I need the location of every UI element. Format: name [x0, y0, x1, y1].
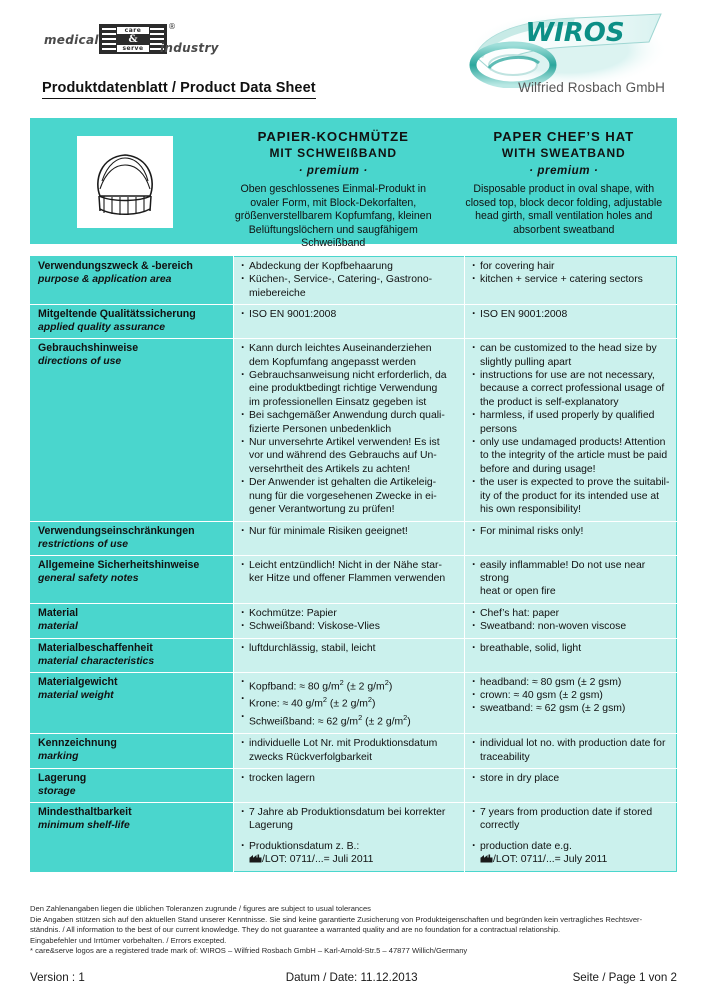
- spec-label-en: material: [38, 620, 78, 632]
- specification-table: [30, 256, 677, 872]
- page-title: Produktdatenblatt / Product Data Sheet: [42, 80, 316, 99]
- spec-label-cell: [31, 603, 234, 638]
- page-number: Seite / Page 1 von 2: [572, 971, 677, 984]
- badge-care-text: care: [117, 27, 149, 34]
- footer-note-line: ständnis. / All information to the best of our current knowledge. They do not guarantee a warranted quality and are no foundation for a contractual relationship.: [30, 925, 561, 935]
- spec-label-cell: [31, 638, 234, 672]
- spec-value-cell-de: [234, 768, 465, 802]
- table-row: [31, 672, 677, 734]
- bullet-line: · luftdurchlässig, stabil, leicht: [240, 642, 458, 655]
- spec-value-cell-en: [465, 638, 677, 672]
- spec-value-cell-en: [465, 305, 677, 339]
- table-row: [31, 802, 677, 871]
- bullet-line: · Gebrauchsanweisung nicht erforderlich, da: [240, 369, 458, 382]
- spec-bullets-en: [471, 772, 670, 785]
- spec-bullets-en: [471, 260, 670, 287]
- spec-bullets-de: [240, 559, 458, 586]
- bullet-line: · Sweatband: non-woven viscose: [471, 620, 670, 633]
- bullet-line: · 7 years from production date if stored: [471, 806, 670, 819]
- spec-bullets-de: [240, 308, 458, 321]
- document-version: Version : 1: [30, 971, 85, 984]
- bullet-line: heat or open fire: [480, 586, 556, 598]
- bullet-line: · Schweißband: ≈ 62 $g/m^2$ (± 2 $g/m^2$): [240, 711, 458, 729]
- spec-bullets-de: [240, 342, 458, 516]
- bullet-line: Lagerung: [249, 820, 293, 832]
- bullet-line: · Leicht entzündlich! Nicht in der Nähe star-: [240, 559, 458, 572]
- spec-bullets-en: [471, 525, 670, 538]
- spec-label-cell: [31, 339, 234, 521]
- spec-label-en: general safety notes: [38, 572, 139, 584]
- spec-label-de: Verwendungszweck & -bereich: [38, 260, 193, 272]
- spec-bullets-en: [471, 642, 670, 655]
- care-serve-badge: [99, 24, 167, 54]
- spec-label-cell: [31, 734, 234, 769]
- bullet-line: before and during usage!: [480, 463, 596, 475]
- spec-label-en: material characteristics: [38, 655, 155, 667]
- banner-subtitle-en: WITH SWEATBAND: [501, 146, 626, 160]
- spec-value-cell-de: [234, 339, 465, 521]
- spec-bullets-en: [471, 607, 670, 634]
- spec-value-cell-de: [234, 305, 465, 339]
- bullet-line: to the integrity of the article must be paid: [480, 450, 668, 462]
- banner-description-en: Disposable product in oval shape, with closed top, block decor folding, adjustable head girth, small ventilation holes and absorbent sweatband: [465, 183, 663, 236]
- bullet-line: · Nur unversehrte Artikel verwenden! Es ist: [240, 436, 458, 449]
- bullet-line: · instructions for use are not necessary,: [471, 369, 670, 382]
- bullet-line: · Kopfband: ≈ 80 $g/m^2$ (± 2 $g/m^2$): [240, 676, 458, 694]
- spec-bullets-en: [471, 342, 670, 516]
- spec-value-cell-de: [234, 603, 465, 638]
- spec-label-en: storage: [38, 785, 76, 797]
- banner-premium-de: · premium ·: [298, 165, 368, 177]
- table-row: [31, 638, 677, 672]
- bullet-line: dem Kopfumfang angepasst werden: [249, 356, 416, 368]
- bullet-line: · individuelle Lot Nr. mit Produktionsdatum: [240, 737, 458, 750]
- spec-bullets-de: [240, 260, 458, 300]
- table-row: [31, 305, 677, 339]
- spec-label-de: Lagerung: [38, 771, 87, 784]
- bullet-line: eine produktbedingt richtige Verwendung: [249, 383, 438, 395]
- spec-bullets-de: [240, 772, 458, 785]
- bullet-line: · Nur für minimale Risiken geeignet!: [240, 525, 458, 538]
- badge-serve-text: serve: [117, 45, 149, 52]
- spec-label-de: Material: [38, 606, 79, 619]
- footer-note-line: Eingabefehler und Irrtümer vorbehalten. / Errors excepted.: [30, 935, 227, 945]
- footer-disclaimer: [30, 904, 677, 957]
- company-name: Wilfried Rosbach GmbH: [518, 80, 665, 95]
- spec-value-cell-en: [465, 603, 677, 638]
- spec-value-cell-de: [234, 257, 465, 305]
- spec-value-cell-de: [234, 672, 465, 734]
- spec-label-de: Mitgeltende Qualitätssicherung: [38, 308, 196, 321]
- spec-value-cell-en: [465, 734, 677, 769]
- bullet-line: versehrtheit des Artikels zu achten!: [249, 463, 411, 475]
- bullet-line: miebereiche: [249, 287, 306, 299]
- wiros-wordmark: WIROS: [525, 18, 625, 48]
- bullet-line: · Kochmütze: Papier: [240, 607, 458, 620]
- spec-bullets-en: [471, 308, 670, 321]
- spec-label-en: minimum shelf-life: [38, 819, 130, 831]
- spec-label-de: Mindesthaltbarkeit: [38, 805, 132, 818]
- chef-hat-line-drawing: [77, 136, 173, 228]
- bullet-line: · harmless, if used properly by qualified: [471, 409, 670, 422]
- bullet-line: traceability: [480, 751, 530, 763]
- bullet-line: im professionellen Einsatz gegeben ist: [249, 396, 427, 408]
- spec-label-en: purpose & application area: [38, 274, 172, 285]
- banner-english: [451, 126, 678, 234]
- care-and-serve-logo: [44, 22, 234, 56]
- spec-label-cell: [31, 672, 234, 734]
- spec-label-en: restrictions of use: [38, 538, 129, 550]
- spec-value-cell-en: [465, 257, 677, 305]
- product-image-cell: [30, 126, 220, 234]
- bullet-line: ker Hitze und offener Flammen verwenden: [249, 572, 446, 584]
- footer-meta-bar: [30, 971, 677, 984]
- logo-word-industry: industry: [160, 41, 219, 55]
- bullet-line: persons: [480, 423, 517, 435]
- bullet-line: · Abdeckung der Kopfbehaarung: [240, 260, 458, 273]
- spec-label-cell: [31, 305, 234, 339]
- bullet-line: · Krone: ≈ 40 $g/m^2$ (± 2 $g/m^2$): [240, 693, 458, 711]
- spec-value-cell-en: [465, 802, 677, 871]
- bullet-line: because a correct professional usage of: [480, 383, 665, 395]
- table-row: [31, 768, 677, 802]
- bullet-line: · individual lot no. with production date for: [471, 737, 670, 750]
- banner-premium-en: · premium ·: [529, 165, 599, 177]
- spec-label-cell: [31, 521, 234, 555]
- badge-ampersand: &: [128, 34, 138, 45]
- bullet-line: · Produktionsdatum z. B.:: [240, 840, 458, 853]
- bullet-line: · sweatband: ≈ 62 gsm (± 2 gsm): [471, 702, 670, 715]
- specification-table-body: [31, 257, 677, 872]
- bullet-line: slightly pulling apart: [480, 356, 572, 368]
- banner-title-en: PAPER CHEF’S HAT: [493, 129, 635, 144]
- spec-value-cell-de: [234, 734, 465, 769]
- spec-value-cell-de: [234, 802, 465, 871]
- bullet-line: · the user is expected to prove the suitabil-: [471, 476, 670, 489]
- spec-value-cell-en: [465, 339, 677, 521]
- spec-label-de: Allgemeine Sicherheitshinweise: [38, 558, 200, 571]
- spec-value-cell-de: [234, 521, 465, 555]
- spec-bullets-en: [471, 806, 670, 833]
- bullet-line: · can be customized to the head size by: [471, 342, 670, 355]
- spec-value-cell-en: [465, 521, 677, 555]
- product-banner: [30, 118, 677, 250]
- banner-title-de: PAPIER-KOCHMÜTZE: [257, 129, 409, 144]
- bullet-line: · crown: ≈ 40 gsm (± 2 gsm): [471, 689, 670, 702]
- spec-bullets-en: [471, 737, 670, 764]
- spec-label-de: Verwendungseinschränkungen: [38, 524, 195, 537]
- bullet-line: · trocken lagern: [240, 772, 458, 785]
- bullet-line: correctly: [480, 820, 520, 832]
- bullet-line: · for covering hair: [471, 260, 670, 273]
- spec-bullets-de-extra: [240, 840, 458, 867]
- spec-label-de: Materialbeschaffenheit: [38, 641, 153, 654]
- spec-label-de: Gebrauchshinweise: [38, 342, 139, 355]
- spec-label-en: applied quality assurance: [38, 322, 166, 334]
- spec-label-en: marking: [38, 751, 79, 763]
- bullet-line: fizierte Personen unbedenklich: [249, 423, 392, 435]
- bullet-line: the product is self-explanatory: [480, 396, 619, 408]
- bullet-line: · production date e.g.: [471, 840, 670, 853]
- footer-note-line: Die Angaben stützen sich auf den aktuellen Stand unserer Kenntnisse. Sie sind keine garantierte Zusicherung von Produkteigenschaften und begründen kein vertragliches Rechtsver-: [30, 914, 643, 924]
- spec-bullets-de: [240, 642, 458, 655]
- table-row: [31, 603, 677, 638]
- spec-bullets-de: [240, 607, 458, 634]
- footer-note-line: Den Zahlenangaben liegen die üblichen Toleranzen zugrunde / figures are subject to usual tolerances: [30, 904, 371, 914]
- bullet-line: · Küchen-, Service-, Catering-, Gastrono-: [240, 273, 458, 286]
- spec-bullets-en: [471, 676, 670, 716]
- bullet-line: · Chef’s hat: paper: [471, 607, 670, 620]
- spec-value-cell-en: [465, 555, 677, 603]
- manufacturing-date-icon: [249, 854, 262, 863]
- spec-value-cell-en: [465, 672, 677, 734]
- bullet-line: zwecks Rückverfolgbarkeit: [249, 751, 372, 763]
- spec-label-de: Materialgewicht: [38, 675, 118, 688]
- table-row: [31, 339, 677, 521]
- spec-label-cell: [31, 768, 234, 802]
- bullet-line: his own responsibility!: [480, 504, 582, 516]
- spec-bullets-de: [240, 676, 458, 730]
- bullet-line: · easily inflammable! Do not use near strong: [471, 559, 670, 586]
- bullet-line: · Kann durch leichtes Auseinanderziehen: [240, 342, 458, 355]
- banner-description-de: Oben geschlossenes Einmal-Produkt in ovaler Form, mit Block-Dekorfalten, größenverstellbarem Kopfumfang, kleinen Belüftungslöchern und saugfähigem Schweißband: [234, 183, 432, 250]
- manufacturing-date-icon: [480, 854, 493, 863]
- banner-german: [220, 126, 451, 250]
- bullet-line: nung für die vorgesehenen Zwecke in ei-: [249, 490, 437, 502]
- bullet-line: · Bei sachgemäßer Anwendung durch quali-: [240, 409, 458, 422]
- bullet-line: · kitchen + service + catering sectors: [471, 273, 670, 286]
- table-row: [31, 555, 677, 603]
- bullet-line: · Der Anwender ist gehalten die Artikeleig-: [240, 476, 458, 489]
- registered-trademark-icon: ®: [168, 22, 176, 31]
- bullet-line: · ISO EN 9001:2008: [471, 308, 670, 321]
- spec-label-cell: [31, 555, 234, 603]
- table-row: [31, 734, 677, 769]
- spec-label-cell: [31, 257, 234, 305]
- bullet-line: /LOT: 0711/...= Juli 2011: [240, 853, 458, 866]
- bullet-line: ity of the product for its intended use at: [480, 490, 660, 502]
- spec-label-cell: [31, 802, 234, 871]
- page-footer: [30, 904, 677, 984]
- page-header: [30, 0, 677, 118]
- bullet-line: /LOT: 0711/...= July 2011: [471, 853, 670, 866]
- bullet-line: · 7 Jahre ab Produktionsdatum bei korrekter: [240, 806, 458, 819]
- spec-value-cell-de: [234, 555, 465, 603]
- bullet-line: · For minimal risks only!: [471, 525, 670, 538]
- bullet-line: · store in dry place: [471, 772, 670, 785]
- spec-label-en: directions of use: [38, 356, 122, 368]
- bullet-line: vor und während des Gebrauchs auf Un-: [249, 450, 437, 462]
- bullet-line: · breathable, solid, light: [471, 642, 670, 655]
- bullet-line: · headband: ≈ 80 gsm (± 2 gsm): [471, 676, 670, 689]
- spec-bullets-de: [240, 806, 458, 833]
- bullet-line: · Schweißband: Viskose-Vlies: [240, 620, 458, 633]
- spec-value-cell-de: [234, 638, 465, 672]
- spec-bullets-en-extra: [471, 840, 670, 867]
- document-date: Datum / Date: 11.12.2013: [285, 971, 418, 984]
- spec-bullets-de: [240, 737, 458, 764]
- spec-label-de: Kennzeichnung: [38, 737, 117, 750]
- bullet-line: gener Verantwortung zu prüfen!: [249, 504, 395, 516]
- spec-value-cell-en: [465, 768, 677, 802]
- banner-subtitle-de: MIT SCHWEIßBAND: [269, 146, 397, 160]
- logo-word-medical: medical: [44, 33, 99, 47]
- footer-note-line: * care&serve logos are a registered trade mark of: WIROS – Wilfried Rosbach GmbH – Karl-Arnold-Str.5 – 47877 Willich/Germany: [30, 946, 468, 956]
- table-row: [31, 257, 677, 305]
- bullet-line: · only use undamaged products! Attention: [471, 436, 670, 449]
- table-row: [31, 521, 677, 555]
- spec-label-en: material weight: [38, 689, 114, 701]
- bullet-line: · ISO EN 9001:2008: [240, 308, 458, 321]
- spec-bullets-en: [471, 559, 670, 599]
- spec-bullets-de: [240, 525, 458, 538]
